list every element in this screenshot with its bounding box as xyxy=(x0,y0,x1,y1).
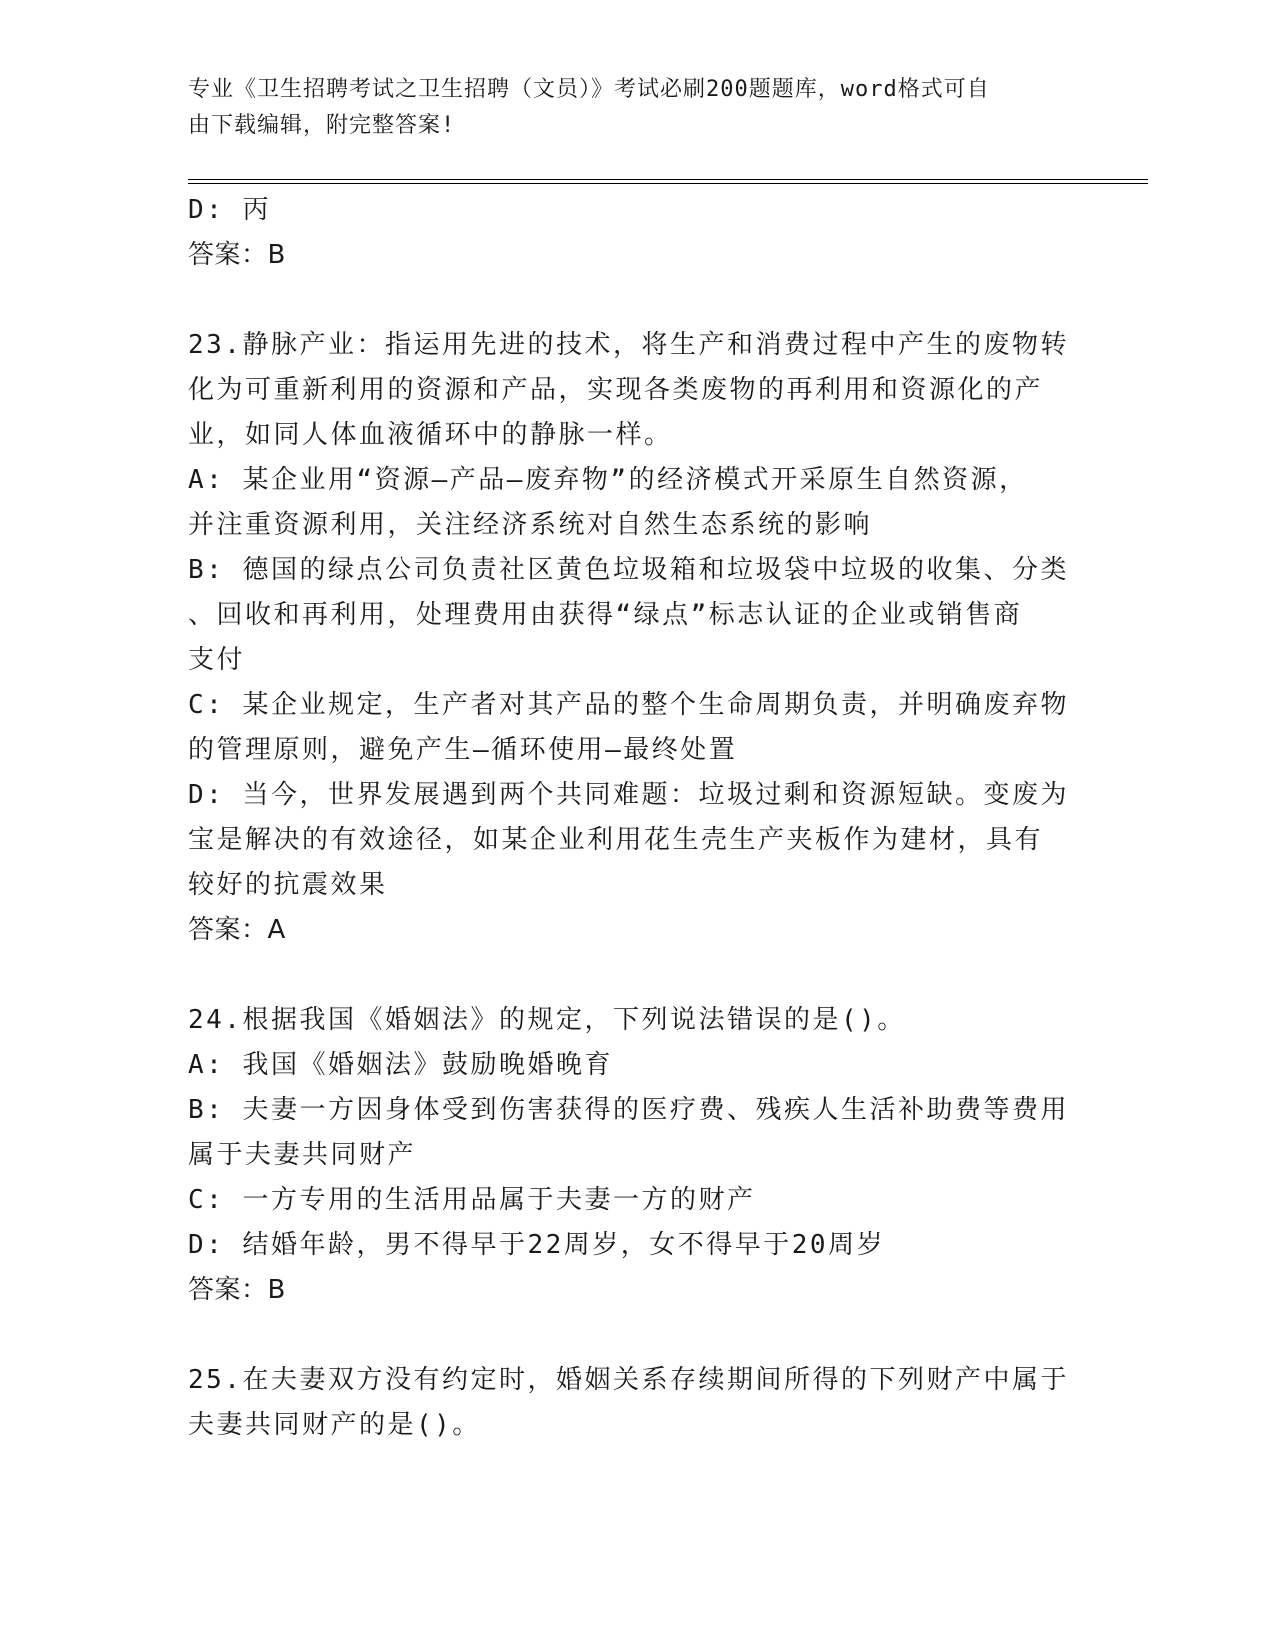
option-c: C: 某企业规定，生产者对其产品的整个生命周期负责，并明确废弃物 xyxy=(188,690,1069,720)
question-stem-line: 25.在夫妻双方没有约定时，婚姻关系存续期间所得的下列财产中属于 xyxy=(188,1365,1069,1395)
spacer xyxy=(188,278,1088,323)
option-c-cont: 的管理原则，避免产生—循环使用—最终处置 xyxy=(188,735,738,765)
question-stem-line: 业，如同人体血液循环中的静脉一样。 xyxy=(188,420,673,450)
header-divider-bottom xyxy=(188,183,1148,185)
option-d: D: 丙 xyxy=(188,195,271,225)
option-a: A: 某企业用“资源—产品—废弃物”的经济模式开采原生自然资源， xyxy=(188,465,1028,495)
option-b-cont: 属于夫妻共同财产 xyxy=(188,1140,417,1170)
question-stem-line: 23.静脉产业：指运用先进的技术，将生产和消费过程中产生的废物转 xyxy=(188,330,1069,360)
answer-line: 答案：A xyxy=(188,915,286,945)
spacer xyxy=(188,1313,1088,1358)
previous-question-tail xyxy=(188,188,1088,278)
question-stem-line: 化为可重新利用的资源和产品，实现各类废物的再利用和资源化的产 xyxy=(188,375,1044,405)
answer-line: 答案：B xyxy=(188,1275,286,1305)
option-a: A: 我国《婚姻法》鼓励晚婚晚育 xyxy=(188,1050,613,1080)
question-24 xyxy=(188,998,1088,1313)
spacer xyxy=(188,953,1088,998)
question-stem-line: 24.根据我国《婚姻法》的规定，下列说法错误的是()。 xyxy=(188,1005,906,1035)
question-stem-line: 夫妻共同财产的是()。 xyxy=(188,1410,481,1440)
header-line-2: 由下载编辑，附完整答案! xyxy=(188,113,456,138)
option-d: D: 当今，世界发展遇到两个共同难题：垃圾过剩和资源短缺。变废为 xyxy=(188,780,1069,810)
option-b: B: 夫妻一方因身体受到伤害获得的医疗费、残疾人生活补助费等费用 xyxy=(188,1095,1069,1125)
option-a-cont: 并注重资源利用，关注经济系统对自然生态系统的影响 xyxy=(188,510,873,540)
header-line-1: 专业《卫生招聘考试之卫生招聘（文员）》考试必刷200题题库，word格式可自 xyxy=(188,77,990,102)
option-b-cont: 支付 xyxy=(188,645,246,675)
question-23 xyxy=(188,323,1088,953)
answer-line: 答案：B xyxy=(188,240,286,270)
option-d-cont: 宝是解决的有效途径，如某企业利用花生壳生产夹板作为建材，具有 xyxy=(188,825,1044,855)
document-body xyxy=(188,188,1088,1448)
question-25 xyxy=(188,1358,1088,1448)
option-c: C: 一方专用的生活用品属于夫妻一方的财产 xyxy=(188,1185,756,1215)
header-divider-top xyxy=(188,179,1148,181)
document-header xyxy=(188,72,1088,144)
option-b-cont: 、回收和再利用，处理费用由获得“绿点”标志认证的企业或销售商 xyxy=(188,600,1023,630)
option-d: D: 结婚年龄，男不得早于22周岁，女不得早于20周岁 xyxy=(188,1230,886,1260)
option-b: B: 德国的绿点公司负责社区黄色垃圾箱和垃圾袋中垃圾的收集、分类 xyxy=(188,555,1069,585)
option-d-cont: 较好的抗震效果 xyxy=(188,870,388,900)
